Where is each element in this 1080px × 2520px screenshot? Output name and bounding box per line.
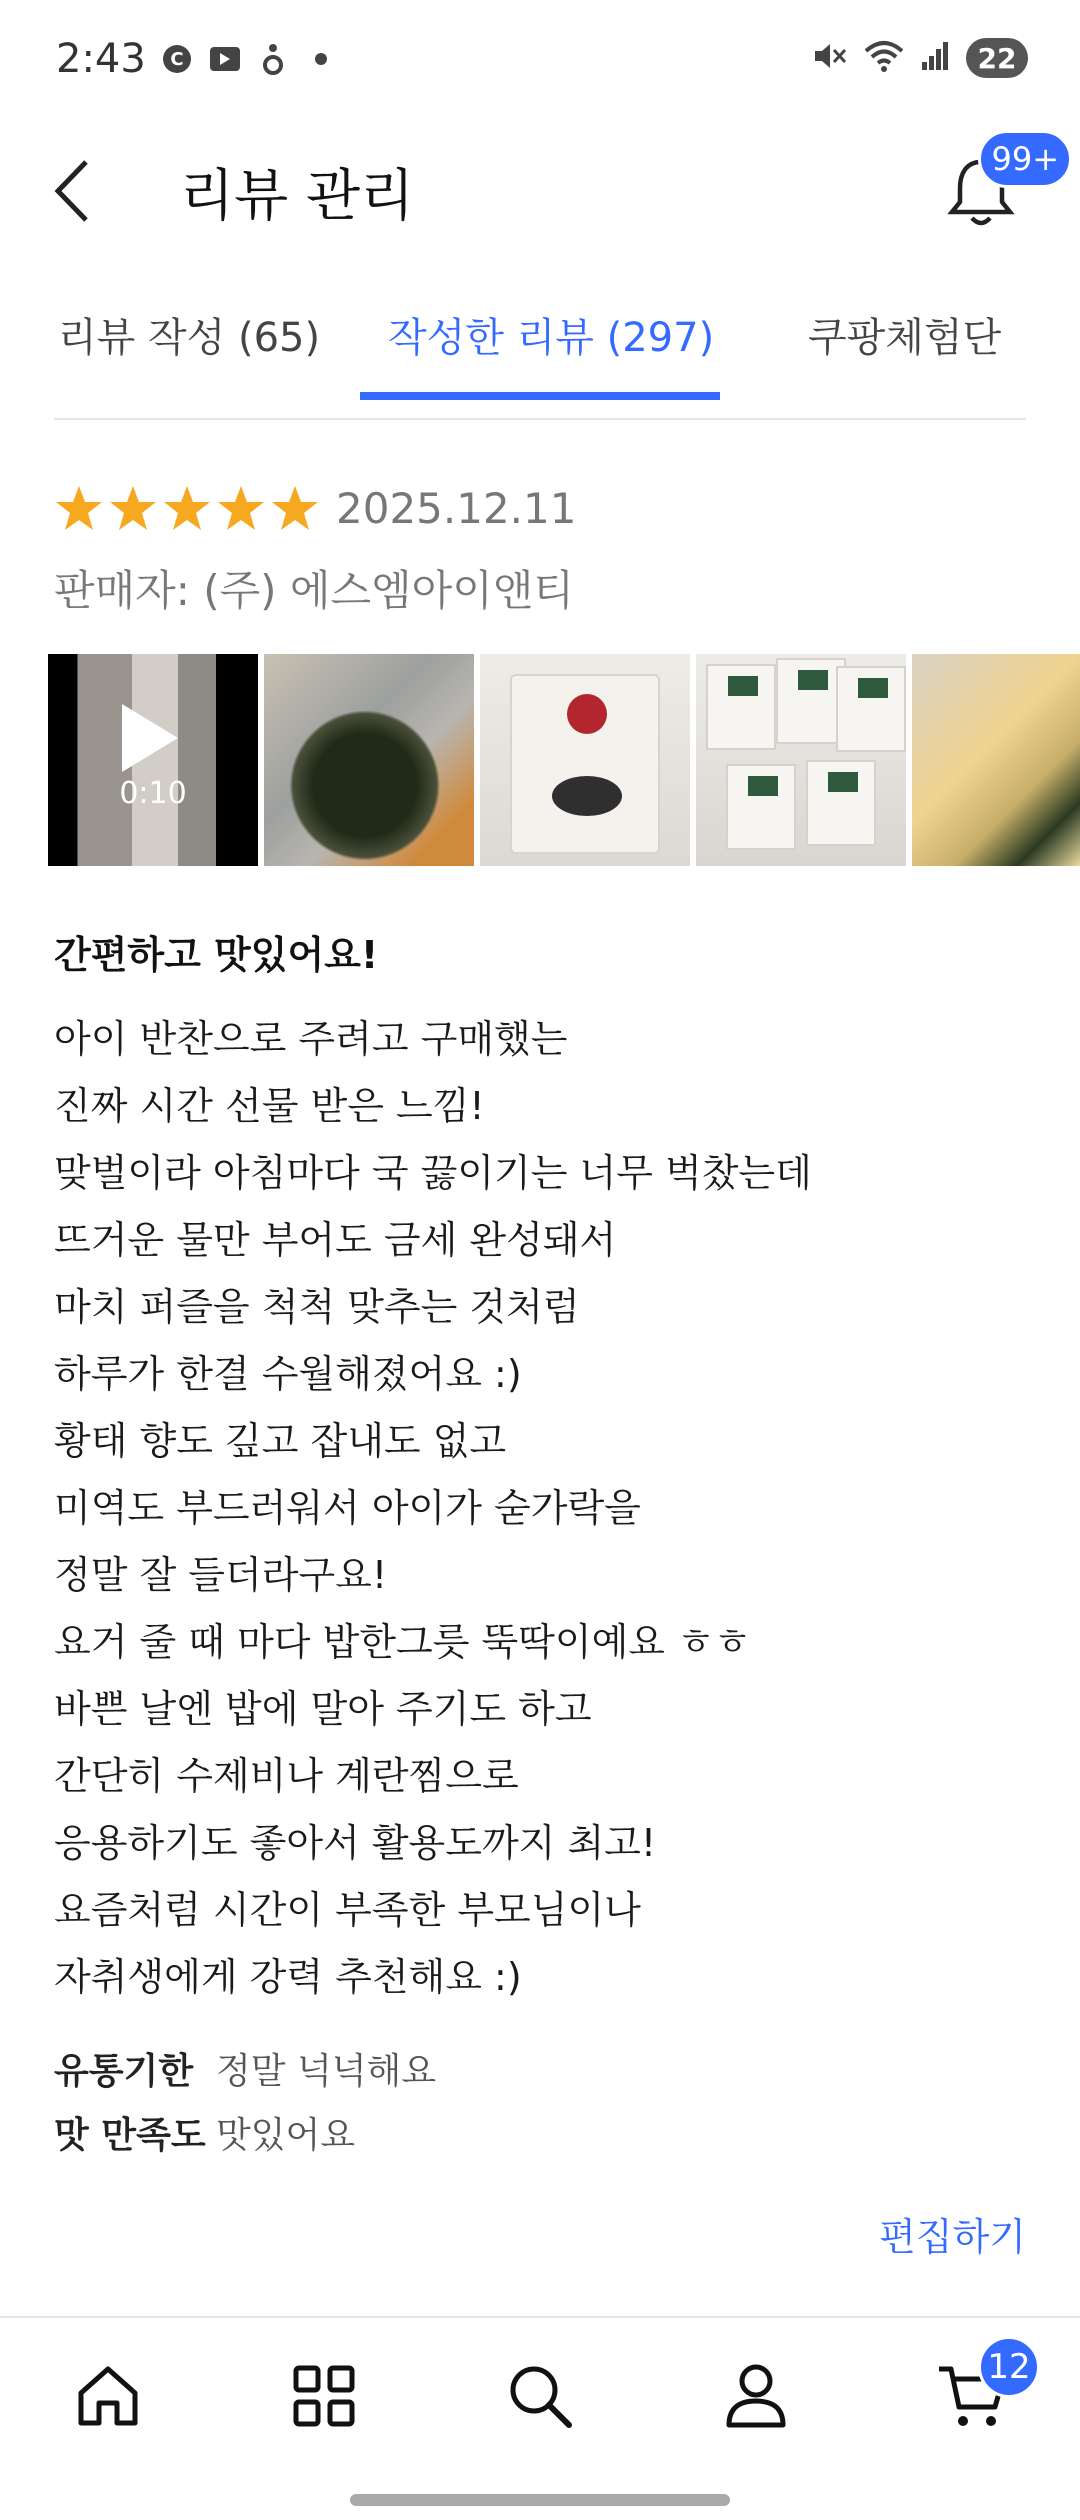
status-system-icons <box>812 38 1028 78</box>
review-line: 진짜 시간 선물 받은 느낌! <box>54 1084 485 1128</box>
back-arrow-icon[interactable] <box>48 156 98 226</box>
review-line: 뜨거운 물만 부어도 금세 완성돼서 <box>54 1218 617 1262</box>
dot-icon <box>304 42 338 76</box>
attribute-row <box>54 2100 436 2164</box>
star-rating <box>54 484 320 534</box>
review-body <box>54 1006 1034 2011</box>
active-tab-indicator <box>360 392 720 400</box>
review-video-thumbnail[interactable] <box>48 654 258 866</box>
edit-review-link[interactable]: 편집하기 <box>879 2215 1026 2259</box>
home-icon[interactable] <box>68 2356 148 2436</box>
star-icon <box>270 484 320 534</box>
star-icon <box>54 484 104 534</box>
review-line: 응용하기도 좋아서 활용도까지 최고! <box>54 1821 657 1865</box>
page-title: 리뷰 관리 <box>180 164 415 229</box>
attribute-value: 맛있어요 <box>216 2114 356 2156</box>
review-line: 정말 잘 들더라구요! <box>54 1553 388 1597</box>
media-icon <box>208 42 242 76</box>
review-line: 미역도 부드러워서 아이가 숟가락을 <box>54 1486 641 1530</box>
review-line: 하루가 한결 수월해졌어요 :) <box>54 1352 522 1396</box>
tabs-divider <box>54 418 1026 420</box>
video-duration: 0:10 <box>119 776 187 811</box>
search-icon[interactable] <box>500 2356 580 2436</box>
attribute-key: 맛 만족도 <box>54 2114 206 2156</box>
bottom-navigation <box>0 2316 1080 2476</box>
attribute-key: 유통기한 <box>54 2050 194 2092</box>
review-tabs <box>0 280 1080 420</box>
star-icon <box>162 484 212 534</box>
review-photo-thumbnail[interactable] <box>264 654 474 866</box>
cart-badge: 12 <box>978 2336 1040 2398</box>
tab-coupang-experience[interactable]: 쿠팡체험단 <box>808 315 1002 361</box>
categories-icon[interactable] <box>284 2356 364 2436</box>
review-headline: 간편하고 맛있어요! <box>54 933 379 977</box>
gesture-bar[interactable] <box>350 2494 730 2506</box>
review-line: 자취생에게 강력 추천해요 :) <box>54 1955 522 1999</box>
play-icon <box>122 704 178 772</box>
review-line: 맞벌이라 아침마다 국 끓이기는 너무 벅찼는데 <box>54 1151 812 1195</box>
notification-badge: 99+ <box>978 130 1072 188</box>
accessibility-icon <box>256 42 290 76</box>
app-header <box>0 124 1080 256</box>
tab-written-reviews[interactable]: 작성한 리뷰 (297) <box>388 315 715 361</box>
review-line: 요즘처럼 시간이 부족한 부모님이나 <box>54 1888 641 1932</box>
review-attributes <box>54 2036 436 2164</box>
product-package-image <box>510 674 660 854</box>
attribute-value: 정말 넉넉해요 <box>216 2050 437 2092</box>
status-notification-icons <box>160 42 338 76</box>
review-line: 아이 반찬으로 주려고 구매했는 <box>54 1017 568 1061</box>
review-date: 2025.12.11 <box>336 484 577 533</box>
star-icon <box>216 484 266 534</box>
review-photo-thumbnail[interactable] <box>912 654 1080 866</box>
status-time: 2:43 <box>56 36 146 82</box>
attribute-row <box>54 2036 436 2100</box>
tab-write-review[interactable]: 리뷰 작성 (65) <box>58 315 321 361</box>
wifi-icon <box>864 39 904 77</box>
review-line: 간단히 수제비나 계란찜으로 <box>54 1754 519 1798</box>
my-page-icon[interactable] <box>716 2356 796 2436</box>
mute-icon <box>812 39 848 77</box>
review-line: 요거 줄 때 마다 밥한그릇 뚝딱이예요 ㅎㅎ <box>54 1620 751 1664</box>
star-icon <box>108 484 158 534</box>
review-line: 바쁜 날엔 밥에 말아 주기도 하고 <box>54 1687 592 1731</box>
review-photo-thumbnail[interactable] <box>480 654 690 866</box>
review-photo-thumbnail[interactable] <box>696 654 906 866</box>
c-app-icon <box>160 42 194 76</box>
battery-indicator: 22 <box>966 38 1028 78</box>
status-bar <box>0 0 1080 124</box>
review-line: 마치 퍼즐을 척척 맞추는 것처럼 <box>54 1285 580 1329</box>
signal-icon <box>920 40 950 76</box>
seller-name: 판매자: (주) 에스엠아이앤티 <box>54 566 574 615</box>
review-line: 황태 향도 깊고 잡내도 없고 <box>54 1419 507 1463</box>
review-media-strip <box>48 654 1080 866</box>
svg-text:C: C <box>170 49 184 70</box>
